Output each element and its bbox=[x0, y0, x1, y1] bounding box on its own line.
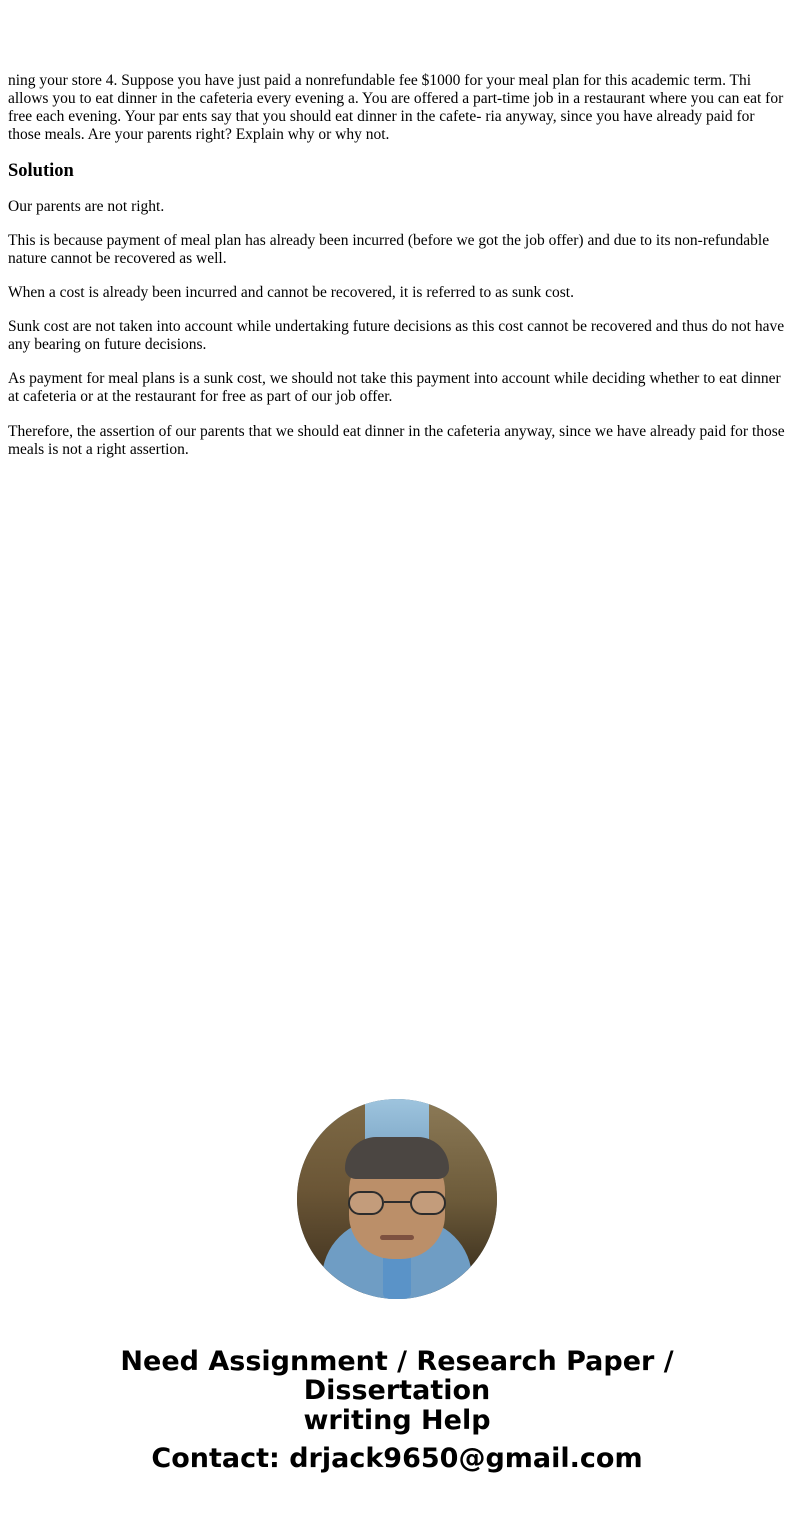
solution-body bbox=[8, 198, 786, 459]
glasses-left-lens bbox=[348, 1191, 384, 1215]
solution-paragraph: Our parents are not right. bbox=[8, 197, 165, 215]
glasses-bridge bbox=[384, 1201, 410, 1203]
solution-paragraph: Therefore, the assertion of our parents that we should eat dinner in the cafeteria anyway, since we have already paid for those meals is not a right assertion. bbox=[8, 422, 785, 458]
avatar-mouth bbox=[380, 1235, 414, 1240]
solution-paragraph: When a cost is already been incurred and cannot be recovered, it is referred to as sunk cost. bbox=[8, 283, 574, 301]
avatar bbox=[297, 1099, 497, 1299]
solution-paragraph: As payment for meal plans is a sunk cost, we should not take this payment into account while deciding whether to eat dinner at cafeteria or at the restaurant for free as part of our job offer. bbox=[8, 370, 781, 406]
solution-heading: Solution bbox=[8, 160, 74, 181]
promo-line-2: writing Help bbox=[303, 1405, 491, 1437]
solution-paragraph: Sunk cost are not taken into account while undertaking future decisions as this cost cannot be recovered and thus do not have any bearing on future decisions. bbox=[8, 318, 785, 354]
question-text: ning your store 4. Suppose you have just paid a nonrefundable fee $1000 for your meal plan for this academic term. Thi allows you to eat dinner in the cafeteria every evening a. You are offered a part-time job in a restaurant where you can eat for free each evening. Your par ents say that you should eat dinner in the cafete- ria anyway, since you have already paid for those meals. Are your parents right? Explain why or why not. bbox=[8, 72, 784, 144]
footer-area bbox=[8, 1099, 786, 1474]
promo-line-1: Need Assignment / Research Paper / Dissertation bbox=[120, 1345, 674, 1407]
solution-paragraph: This is because payment of meal plan has already been incurred (before we got the job offer) and due to its non-refundable nature cannot be recovered as well. bbox=[8, 231, 770, 267]
promo-banner bbox=[8, 1347, 786, 1474]
top-spacer bbox=[8, 0, 786, 72]
glasses-right-lens bbox=[410, 1191, 446, 1215]
avatar-hair bbox=[345, 1137, 449, 1179]
promo-contact: Contact: drjack9650@gmail.com bbox=[151, 1442, 643, 1474]
glasses-icon bbox=[348, 1191, 446, 1215]
